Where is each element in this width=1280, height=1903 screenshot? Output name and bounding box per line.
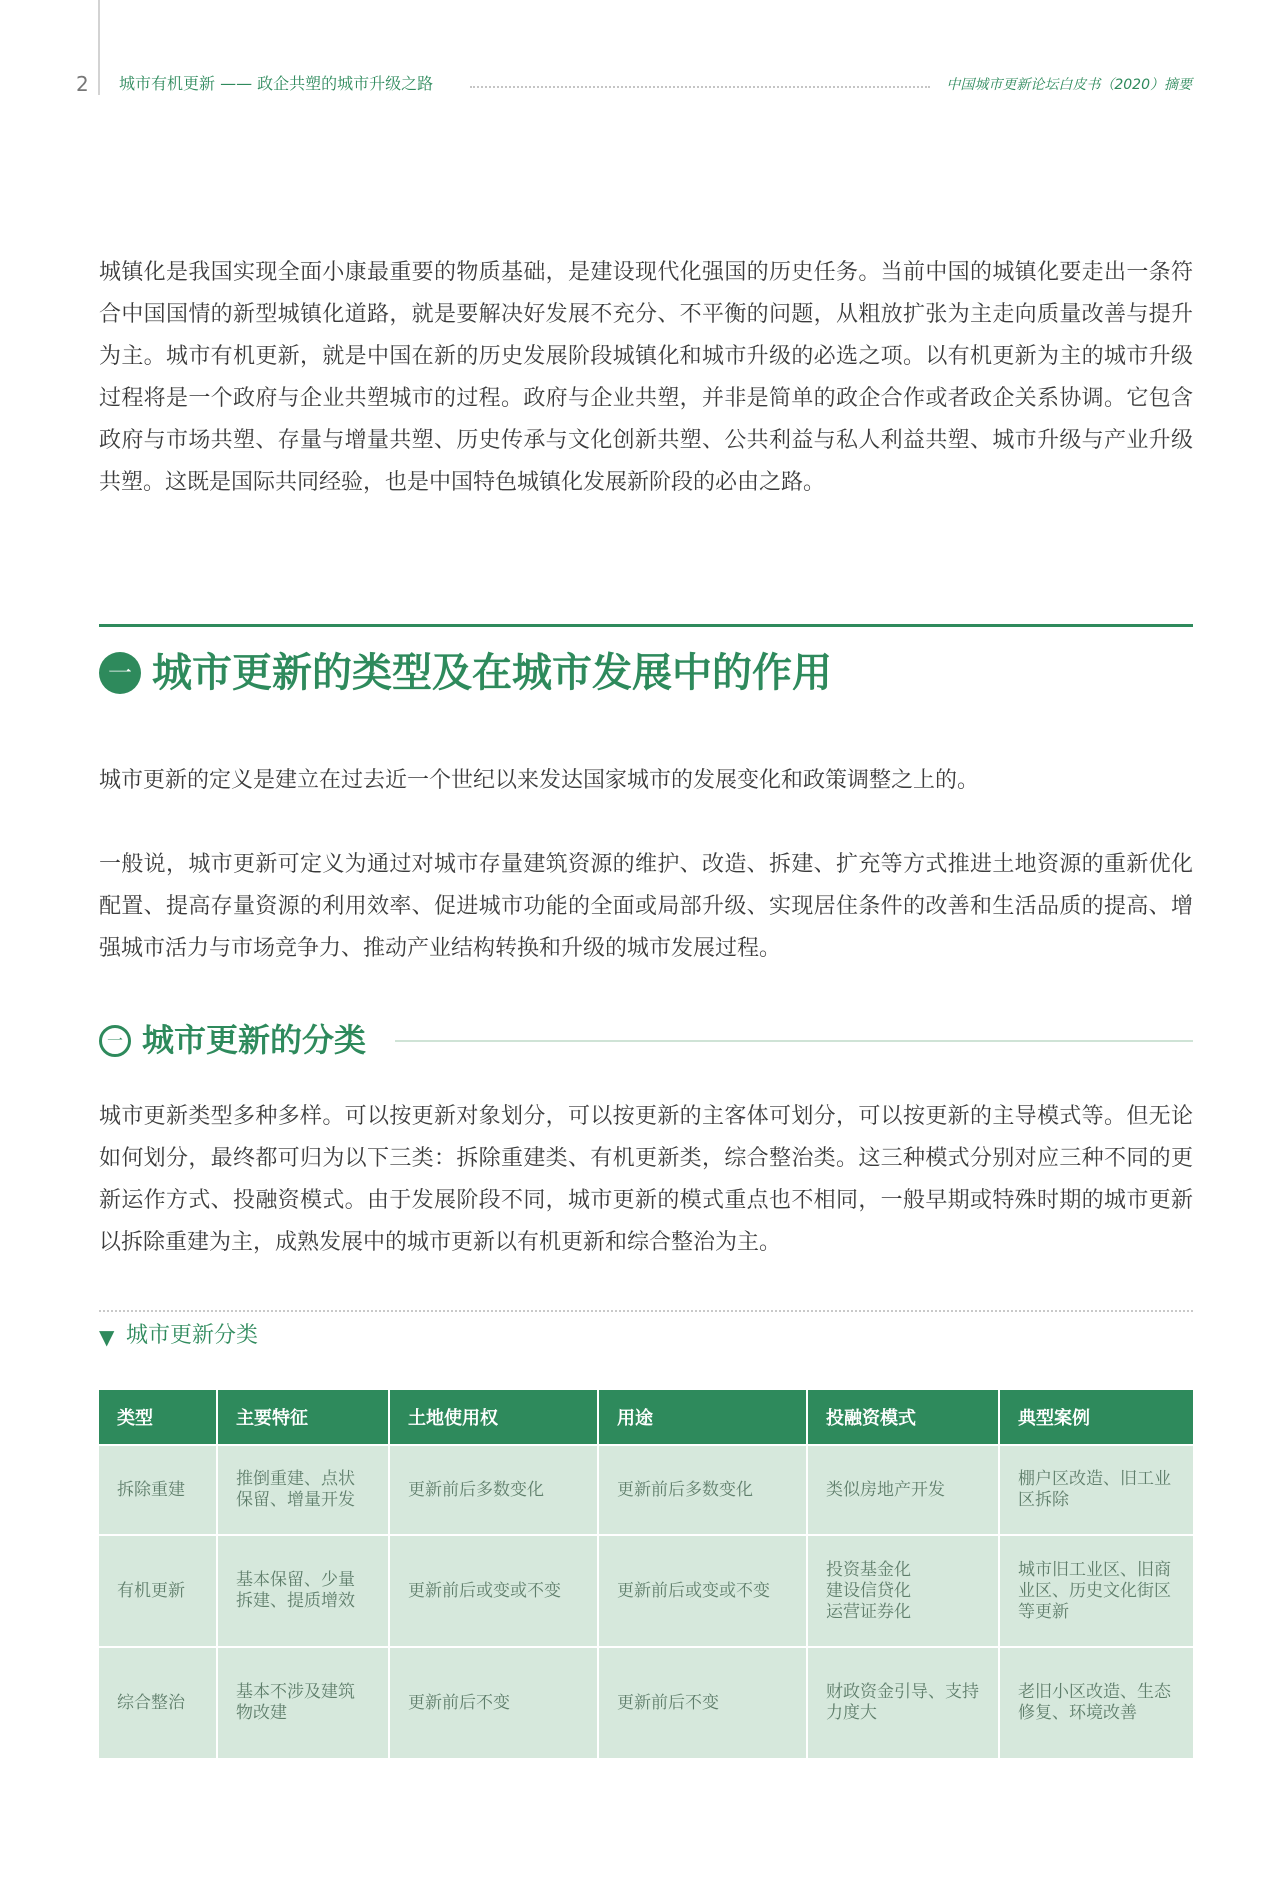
table-cell: 基本保留、少量拆建、提质增效 xyxy=(217,1535,389,1647)
header-features: 主要特征 xyxy=(217,1390,389,1445)
table-cell: 棚户区改造、旧工业区拆除 xyxy=(999,1445,1193,1535)
table-header-row xyxy=(99,1390,1193,1445)
table-cell: 有机更新 xyxy=(99,1535,217,1647)
table-cell: 老旧小区改造、生态修复、环境改善 xyxy=(999,1647,1193,1758)
table-cell: 综合整治 xyxy=(99,1647,217,1758)
table-row xyxy=(99,1445,1193,1535)
header-usage: 用途 xyxy=(598,1390,807,1445)
subsection-rule xyxy=(395,1040,1193,1042)
caption-dotted-rule xyxy=(99,1310,1193,1312)
general-definition-paragraph: 一般说，城市更新可定义为通过对城市存量建筑资源的维护、改造、拆建、扩充等方式推进土地资源的重新优化配置、提高存量资源的利用效率、促进城市功能的全面或局部升级、实现居住条件的改善和生活品质的提高、增强城市活力与市场竞争力、推动产业结构转换和升级的城市发展过程。 xyxy=(99,852,1193,961)
subsection-number-badge: 一 xyxy=(99,1025,131,1057)
definition-paragraph: 城市更新的定义是建立在过去近一个世纪以来发达国家城市的发展变化和政策调整之上的。 xyxy=(99,768,980,793)
table-cell: 更新前后多数变化 xyxy=(598,1445,807,1535)
table-cell: 拆除重建 xyxy=(99,1445,217,1535)
table-cell: 更新前后不变 xyxy=(598,1647,807,1758)
subsection-title: 城市更新的分类 xyxy=(142,1021,367,1059)
table-row xyxy=(99,1647,1193,1758)
table-cell: 更新前后或变或不变 xyxy=(389,1535,598,1647)
page-number: 2 xyxy=(76,72,89,96)
table-cell: 推倒重建、点状保留、增量开发 xyxy=(217,1445,389,1535)
header-land-rights: 土地使用权 xyxy=(389,1390,598,1445)
intro-paragraph: 城镇化是我国实现全面小康最重要的物质基础，是建设现代化强国的历史任务。当前中国的城镇化要走出一条符合中国国情的新型城镇化道路，就是要解决好发展不充分、不平衡的问题，从粗放扩张为主走向质量改善与提升为主。城市有机更新，就是中国在新的历史发展阶段城镇化和城市升级的必选之项。以有机更新为主的城市升级过程将是一个政府与企业共塑城市的过程。政府与企业共塑，并非是简单的政企合作或者政企关系协调。它包含政府与市场共塑、存量与增量共塑、历史传承与文化创新共塑、公共利益与私人利益共塑、城市升级与产业升级共塑。这既是国际共同经验，也是中国特色城镇化发展新阶段的必由之路。 xyxy=(99,260,1193,495)
running-publication-title: 中国城市更新论坛白皮书（2020）摘要 xyxy=(946,77,1192,93)
table-cell: 城市旧工业区、旧商业区、历史文化街区等更新 xyxy=(999,1535,1193,1647)
section-number-badge: 一 xyxy=(99,652,141,694)
section-top-rule xyxy=(99,624,1193,627)
header-financing: 投融资模式 xyxy=(807,1390,999,1445)
table-cell: 更新前后不变 xyxy=(389,1647,598,1758)
table-cell: 投资基金化 建设信贷化 运营证券化 xyxy=(807,1535,999,1647)
table-caption: 城市更新分类 xyxy=(126,1323,259,1348)
header-vertical-rule xyxy=(98,0,100,95)
section-title: 城市更新的类型及在城市发展中的作用 xyxy=(152,650,832,696)
classification-table xyxy=(99,1390,1193,1758)
triangle-down-icon: ▼ xyxy=(99,1325,115,1349)
table-cell: 类似房地产开发 xyxy=(807,1445,999,1535)
header-cases: 典型案例 xyxy=(999,1390,1193,1445)
running-title: 城市有机更新 —— 政企共塑的城市升级之路 xyxy=(119,74,434,93)
classification-paragraph: 城市更新类型多种多样。可以按更新对象划分，可以按更新的主客体可划分，可以按更新的主导模式等。但无论如何划分，最终都可归为以下三类：拆除重建类、有机更新类，综合整治类。这三种模式分别对应三种不同的更新运作方式、投融资模式。由于发展阶段不同，城市更新的模式重点也不相同，一般早期或特殊时期的城市更新以拆除重建为主，成熟发展中的城市更新以有机更新和综合整治为主。 xyxy=(99,1104,1193,1255)
header-dotted-rule xyxy=(470,86,930,88)
table-cell: 更新前后或变或不变 xyxy=(598,1535,807,1647)
table-row xyxy=(99,1535,1193,1647)
table-cell: 财政资金引导、支持力度大 xyxy=(807,1647,999,1758)
header-type: 类型 xyxy=(99,1390,217,1445)
table-cell: 基本不涉及建筑物改建 xyxy=(217,1647,389,1758)
table-cell: 更新前后多数变化 xyxy=(389,1445,598,1535)
